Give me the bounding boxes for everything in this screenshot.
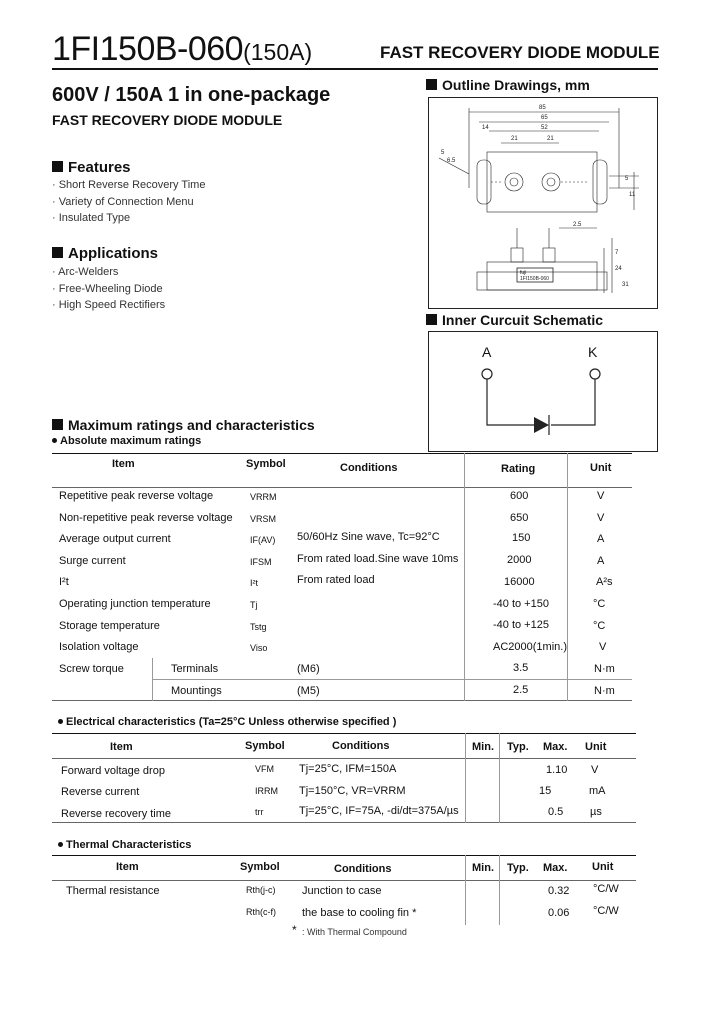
col-header: Item [112, 458, 135, 470]
col-header: Symbol [245, 740, 285, 752]
abs-max-subheading: Absolute maximum ratings [52, 435, 201, 447]
table-cell: Non-repetitive peak reverse voltage [59, 512, 233, 524]
thermal-heading: Thermal Characteristics [58, 839, 191, 851]
outline-drawing [429, 98, 657, 308]
table-cell: 0.06 [548, 907, 570, 919]
table-cell: 3.5 [513, 662, 529, 674]
table-cell: Storage temperature [59, 620, 160, 632]
table-cell: trr [255, 807, 264, 817]
table-cell: 600 [510, 490, 529, 502]
footnote-mark: * [292, 923, 297, 937]
table-cell: Reverse current [61, 786, 140, 798]
table-cell: Rth(c-f) [246, 907, 276, 917]
dim-label: 52 [541, 125, 548, 131]
schematic-heading: Inner Curcuit Schematic [426, 312, 603, 328]
diode-icon [534, 417, 549, 433]
dim-label: 6.5 [447, 158, 456, 164]
anode-label: A [482, 344, 492, 360]
cathode-terminal [590, 369, 600, 379]
table-cell: V [591, 764, 599, 776]
list-item: · Insulated Type [52, 212, 131, 224]
col-header: Item [110, 741, 133, 753]
anode-terminal [482, 369, 492, 379]
outline-drawing-box [428, 97, 658, 309]
table-cell: °C/W [593, 905, 619, 917]
table-cell: A [597, 555, 605, 567]
table-cell: 1.10 [546, 764, 568, 776]
outline-heading: Outline Drawings, mm [426, 77, 590, 93]
dim-label: 14 [482, 125, 489, 131]
dim-label: 5 [625, 176, 629, 182]
list-item: · Arc-Welders [52, 266, 119, 278]
table-cell: mA [589, 785, 606, 797]
footnote: : With Thermal Compound [302, 927, 407, 937]
part-number: 1FI150B-060 [52, 30, 244, 68]
table-cell: Tj=25°C, IFM=150A [299, 763, 397, 775]
table-cell: (M5) [297, 685, 320, 697]
table-cell: IRRM [255, 786, 278, 796]
table-cell: 2.5 [513, 684, 529, 696]
table-cell: I²t [59, 576, 69, 588]
table-cell: Terminals [171, 663, 219, 675]
table-cell: Operating junction temperature [59, 598, 211, 610]
col-header: Unit [592, 861, 614, 873]
square-bullet-icon [52, 419, 63, 430]
square-bullet-icon [426, 314, 437, 325]
table-cell: Tj=150°C, VR=VRRM [299, 785, 406, 797]
table-cell: VRSM [250, 514, 277, 524]
table-cell: 15 [539, 785, 552, 797]
dim-label: 21 [547, 136, 554, 142]
table-cell: IF(AV) [250, 535, 276, 545]
features-heading: Features [52, 159, 131, 176]
col-header: Conditions [332, 740, 390, 752]
table-cell: Tj=25°C, IF=75A, -di/dt=375A/µs [299, 805, 459, 817]
table-cell: (M6) [297, 663, 320, 675]
electrical-table [52, 733, 636, 823]
applications-list [52, 264, 165, 314]
part-title [52, 30, 312, 69]
col-header: Typ. [507, 862, 529, 874]
col-header: Typ. [507, 741, 529, 753]
col-header: Min. [472, 741, 494, 753]
col-header: Item [116, 861, 139, 873]
bullet-icon [52, 438, 57, 443]
max-ratings-table [52, 453, 632, 701]
table-cell: Mountings [171, 685, 222, 697]
table-cell: 0.32 [548, 885, 570, 897]
features-list [52, 177, 205, 227]
table-cell: Average output current [59, 533, 171, 545]
table-cell: AC2000(1min.) [493, 641, 567, 653]
table-cell: 0.5 [548, 806, 564, 818]
bullet-icon [58, 719, 63, 724]
table-cell: From rated load.Sine wave 10ms [297, 553, 459, 565]
table-cell: µs [590, 806, 602, 818]
applications-heading: Applications [52, 245, 158, 262]
table-cell: Reverse recovery time [61, 808, 172, 820]
dim-label: 24 [615, 266, 622, 272]
table-cell: the base to cooling fin * [302, 907, 417, 919]
table-cell: IFSM [250, 557, 272, 567]
table-cell: Repetitive peak reverse voltage [59, 490, 214, 502]
schematic-box [428, 331, 658, 452]
rating-line: 600V / 150A 1 in one-package [52, 84, 331, 106]
label-text: fuji [520, 270, 527, 276]
table-cell: 2000 [507, 554, 532, 566]
table-cell: From rated load [297, 574, 375, 586]
table-cell: A [597, 533, 605, 545]
table-cell: A²s [596, 576, 613, 588]
table-cell: 50/60Hz Sine wave, Tc=92°C [297, 531, 440, 543]
table-cell: 16000 [504, 576, 535, 588]
col-header: Min. [472, 862, 494, 874]
col-header: Unit [590, 462, 612, 474]
square-bullet-icon [52, 161, 63, 172]
table-cell: -40 to +150 [493, 598, 549, 610]
table-cell: VRRM [250, 492, 277, 502]
table-cell: Tj [250, 600, 258, 610]
bullet-icon [58, 842, 63, 847]
module-type: FAST RECOVERY DIODE MODULE [380, 43, 660, 62]
table-cell: N·m [594, 663, 615, 675]
dim-label: 5 [441, 150, 445, 156]
list-item: · High Speed Rectifiers [52, 299, 166, 311]
list-item: · Free-Wheeling Diode [52, 282, 163, 295]
col-header: Conditions [334, 863, 392, 875]
table-cell: °C [593, 620, 606, 632]
table-cell: Viso [250, 643, 268, 653]
diode-schematic [429, 332, 657, 451]
header-rule [52, 68, 658, 70]
table-cell: Rth(j-c) [246, 885, 276, 895]
list-item: · Variety of Connection Menu [52, 195, 194, 208]
amp-rating: (150A) [243, 39, 313, 65]
table-cell: V [599, 641, 607, 653]
dim-label: 85 [539, 105, 546, 111]
label-text: 1FI150B-060 [520, 276, 549, 282]
dim-label: 65 [541, 115, 548, 121]
table-cell: V [597, 490, 605, 502]
col-header: Rating [501, 463, 536, 475]
dim-label: 7 [615, 250, 619, 256]
col-header: Conditions [340, 462, 398, 474]
table-cell: Screw torque [59, 663, 124, 675]
thermal-table [52, 855, 636, 925]
table-cell: °C [593, 598, 606, 610]
table-cell: I²t [250, 578, 258, 588]
table-cell: -40 to +125 [493, 619, 549, 631]
table-cell: 650 [510, 512, 529, 524]
electrical-heading: Electrical characteristics (Ta=25°C Unless otherwise specified ) [58, 716, 396, 728]
dim-label: 11 [629, 192, 636, 198]
table-cell: N·m [594, 685, 615, 697]
table-cell: Tstg [250, 622, 267, 632]
square-bullet-icon [52, 247, 63, 258]
dim-label: 31 [622, 282, 629, 288]
table-cell: Surge current [59, 555, 126, 567]
table-cell: Junction to case [302, 885, 382, 897]
table-cell: Forward voltage drop [61, 765, 165, 777]
dim-label: 21 [511, 136, 518, 142]
dim-label: 2.5 [573, 222, 582, 228]
col-header: Symbol [240, 861, 280, 873]
table-cell: °C/W [593, 883, 619, 895]
table-cell: Thermal resistance [66, 885, 160, 897]
table-cell: Isolation voltage [59, 641, 139, 653]
table-cell: VFM [255, 764, 274, 774]
intro-subtitle: FAST RECOVERY DIODE MODULE [52, 112, 283, 128]
cathode-label: K [588, 344, 598, 360]
col-header: Max. [543, 862, 568, 874]
square-bullet-icon [426, 79, 437, 90]
col-header: Unit [585, 741, 607, 753]
col-header: Symbol [246, 458, 286, 470]
list-item: · Short Reverse Recovery Time [52, 179, 206, 191]
table-cell: V [597, 512, 605, 524]
max-ratings-heading: Maximum ratings and characteristics [52, 417, 315, 433]
col-header: Max. [543, 741, 568, 753]
table-cell: 150 [512, 532, 531, 544]
